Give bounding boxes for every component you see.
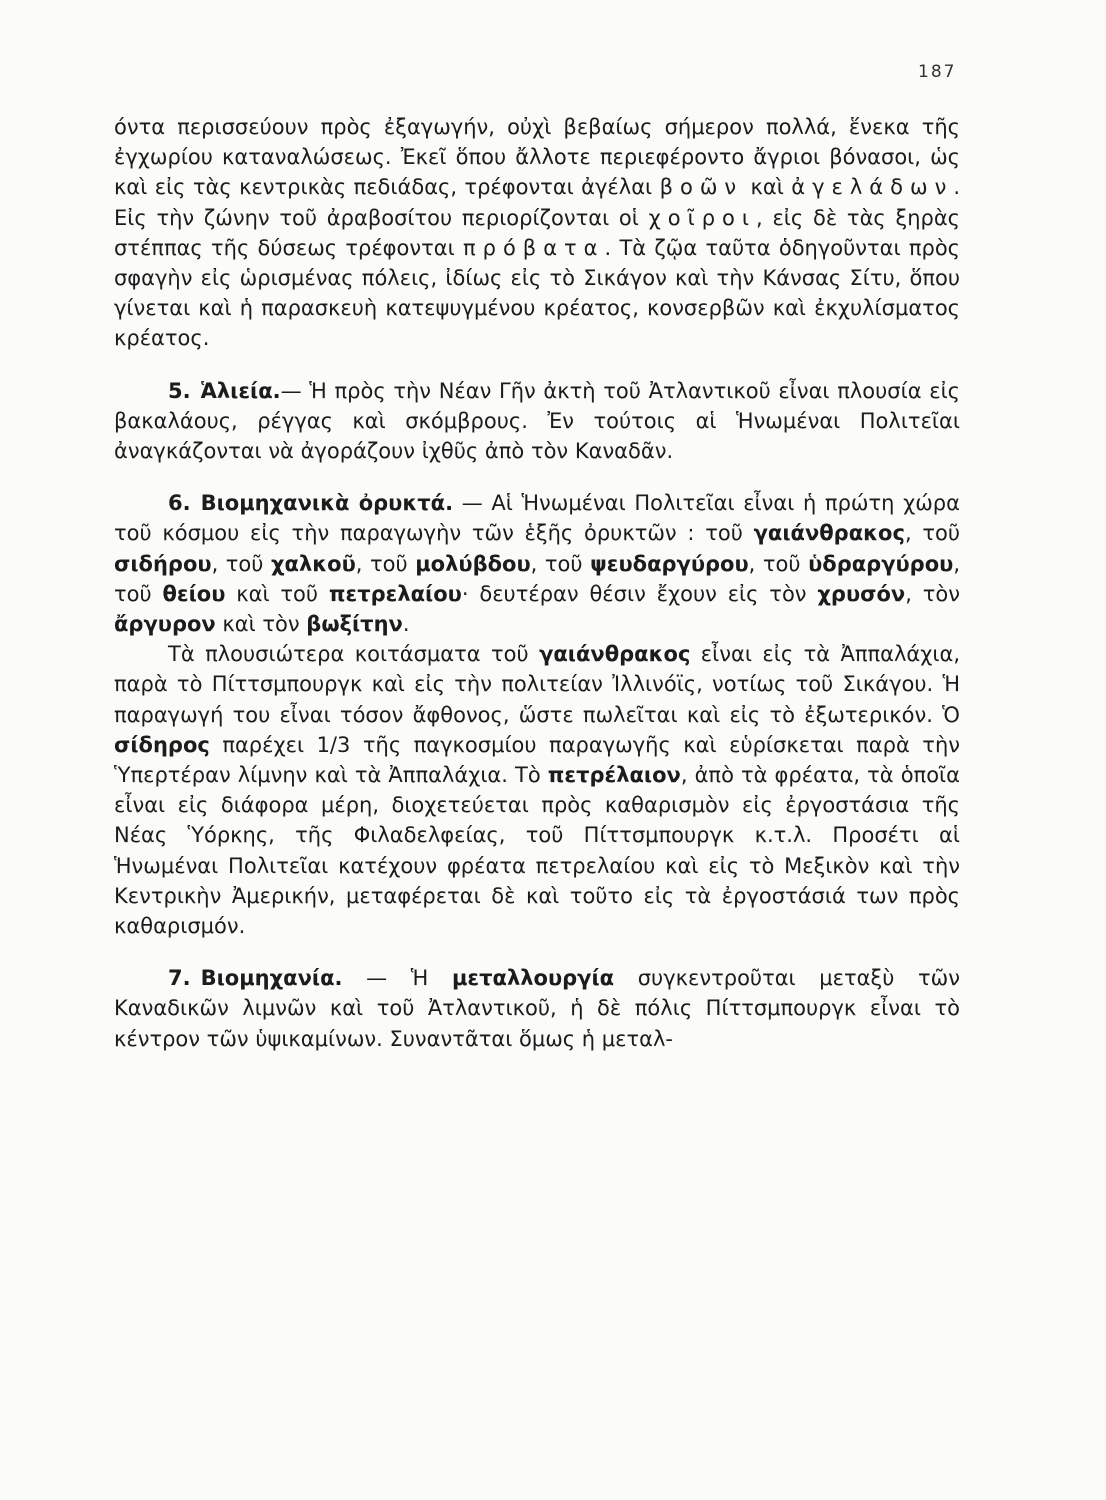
bold-term: θείου	[162, 581, 226, 606]
bold-term: ἄργυρον	[114, 612, 216, 637]
bold-term: σίδηρος	[114, 732, 210, 757]
bold-term: μολύβδου	[415, 551, 531, 576]
bold-term: ψευδαργύρου	[590, 551, 749, 576]
bold-term: βωξίτην	[306, 612, 403, 637]
bold-term: χαλκοῦ	[271, 551, 356, 576]
bold-term: χρυσόν	[817, 581, 906, 606]
intro-text: καὶ	[743, 175, 792, 200]
bold-term: γαιάνθρακος	[539, 642, 691, 667]
section-text: , τοῦ	[530, 551, 591, 576]
page-number: 187	[918, 62, 957, 82]
section-text: — Ἡ	[342, 966, 452, 991]
section-text: καὶ τὸν	[215, 612, 307, 637]
section-6-paragraph	[114, 488, 960, 639]
section-text: , τοῦ	[114, 551, 961, 606]
intro-text: . Τὰ ζῷα ταῦτα ὁδηγοῦνται πρὸς σφαγὴν εἰς ὡρισμένας πόλεις, ἰδίως εἰς τὸ Σικάγον καὶ τὴν Κάνσας Σίτυ, ὅπου γίνεται καὶ ἡ παρασκευὴ κατεψυγμένου κρέατος, κονσερβῶν καὶ ἐκχυλίσματος κρέατος.	[114, 235, 961, 351]
section-text: , τοῦ	[211, 551, 271, 576]
bold-term: σιδήρου	[114, 551, 212, 576]
section-title: Βιομηχανία.	[200, 966, 343, 991]
section-text: · δευτέραν θέσιν ἔχουν εἰς τὸν	[461, 581, 818, 606]
section-text: — Αἱ Ἡνωμέναι Πολιτεῖαι εἶναι ἡ πρώτη χώρα τοῦ κόσμου εἰς τὴν παραγωγὴν τῶν ἑξῆς ὀρυκτῶν : τοῦ	[114, 491, 960, 546]
section-text: καὶ τοῦ	[225, 581, 329, 606]
section-text: παρέχει 1/3 τῆς παγκοσμίου παραγωγῆς καὶ εὑρίσκεται παρὰ τὴν Ὑπερτέραν λίμνην καὶ τὰ Ἀππαλάχια. Τὸ	[114, 732, 960, 788]
section-6-paragraph-2	[114, 639, 960, 941]
intro-text: , εἰς δὲ τὰς ξηρὰς στέππας τῆς δύσεως τρέφονται	[114, 205, 960, 260]
section-text: .	[402, 612, 410, 637]
section-text: , τοῦ	[355, 551, 416, 576]
bold-term: ὑδραργύρου	[808, 551, 954, 576]
spaced-term: βοῶν	[659, 175, 744, 200]
section-number: 7.	[168, 966, 191, 991]
section-text: — Ἡ πρὸς τὴν Νέαν Γῆν ἀκτὴ τοῦ Ἀτλαντικοῦ εἶναι πλουσία εἰς βακαλάους, ρέγγας καὶ σκόμβρους. Ἐν τούτοις αἱ Ἡνωμέναι Πολιτεῖαι ἀναγκάζονται νὰ ἀγοράζουν ἰχθῦς ἀπὸ τὸν Καναδᾶν.	[114, 378, 960, 464]
section-title: Ἁλιεία.	[200, 378, 281, 403]
section-title: Βιομηχανικὰ ὀρυκτά.	[200, 491, 454, 516]
bold-term: πετρελαίου	[328, 581, 462, 606]
page-body	[114, 112, 960, 1054]
section-5-paragraph	[114, 376, 960, 467]
intro-text: όντα περισσεύουν πρὸς ἐξαγωγήν, οὐχὶ βεβαίως σήμερον πολλά, ἕνεκα τῆς ἐγχωρίου καταναλώσεως. Ἐκεῖ ὅπου ἄλλοτε περιεφέροντο ἄγριοι βόνασοι, ὡς καὶ εἰς τὰς κεντρικὰς πεδιάδας, τρέφονται ἀγέλαι	[114, 115, 960, 200]
section-text: συγκεντροῦται μεταξὺ τῶν Καναδικῶν λιμνῶν καὶ τοῦ Ἀτλαντικοῦ, ἡ δὲ πόλις Πίττσμπουργκ εἶναι τὸ κέντρον τῶν ὑψικαμίνων. Συναντᾶται ὅμως ἡ μεταλ-	[114, 966, 960, 1051]
intro-text: . Εἰς τὴν ζώνην τοῦ ἀραβοσίτου περιορίζονται οἱ	[114, 175, 960, 230]
section-number: 6.	[168, 491, 191, 516]
section-text: Τὰ πλουσιώτερα κοιτάσματα τοῦ	[168, 642, 540, 667]
section-text: , τοῦ	[904, 521, 960, 546]
section-text: εἶναι εἰς τὰ Ἀππαλάχια, παρὰ τὸ Πίττσμπουργκ καὶ εἰς τὴν πολιτείαν Ἰλλινόϊς, νοτίως τοῦ Σικάγου. Ἡ παραγωγή του εἶναι τόσον ἄφθονος, ὥστε πωλεῖται καὶ εἰς τὸ ἐξωτερικόν. Ὁ	[114, 642, 960, 727]
section-text: , ἀπὸ τὰ φρέατα, τὰ ὁποῖα εἶναι εἰς διάφορα μέρη, διοχετεύεται πρὸς καθαρισμὸν εἰς ἐργοστάσια τῆς Νέας Ὑόρκης, τῆς Φιλαδελφείας, τοῦ Πίττσμπουργκ κ.τ.λ. Προσέτι αἱ Ἡνωμέναι Πολιτεῖαι κατέχουν φρέατα πετρελαίου καὶ εἰς τὸ Μεξικὸν καὶ τὴν Κεντρικὴν Ἀμερικήν, μεταφέρεται δὲ καὶ τοῦτο εἰς τὰ ἐργοστάσιά των πρὸς καθαρισμόν.	[114, 763, 961, 939]
bold-term: γαιάνθρακος	[753, 521, 905, 546]
bold-term: πετρέλαιον	[547, 763, 681, 788]
section-text: , τοῦ	[748, 551, 809, 576]
intro-paragraph	[114, 112, 960, 354]
spaced-term: χοῖροι	[648, 205, 757, 230]
section-7-paragraph	[114, 963, 960, 1054]
spaced-term: πρόβατα	[462, 235, 605, 260]
section-text: , τὸν	[905, 581, 960, 606]
section-number: 5.	[168, 378, 191, 403]
spaced-term: ἀγελάδων	[791, 175, 954, 200]
bold-term: μεταλλουργία	[451, 966, 615, 991]
